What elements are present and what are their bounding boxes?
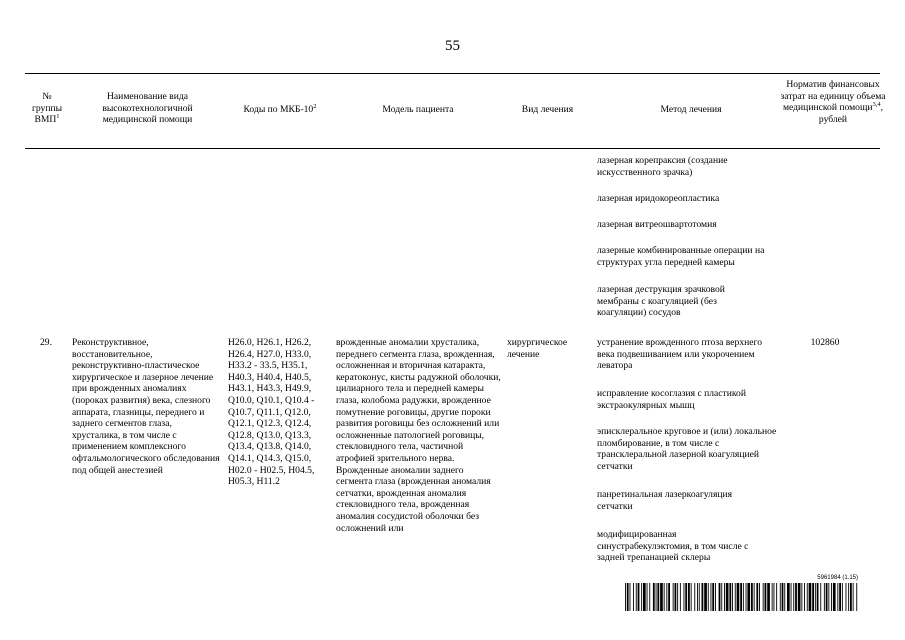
header-group-number: № группы ВМП$^1$	[31, 91, 63, 126]
header-care-type: Наименование вида высокотехнологичной медицинской помощи	[102, 91, 193, 126]
row-care-type-name: Реконструктивное, восстановительное, реконструктивно-пластическое хирургическое и лазерное лечение при врожденных аномалиях (пороках развития) века, слезного аппарата, глазницы, переднего и заднего сегментов глаза, хрусталика, в том числе с применением комплексного офтальмологического обследования под общей анестезией	[72, 337, 220, 476]
header-cost-norm: Норматив финансовых затрат на единицу объема медицинской помощи$^{3,4}$, рублей	[780, 79, 886, 125]
header-icd-codes: Коды по МКБ-$10^2$	[243, 102, 317, 115]
row-method: устранение врожденного птоза верхнего века подвешиванием или укорочением леватора	[597, 337, 762, 372]
continued-method: лазерная деструкция зрачковой мембраны с коагуляцией (без коагуляции) сосудов	[597, 284, 725, 319]
continued-method: лазерные комбинированные операции на структурах угла передней камеры	[597, 245, 765, 268]
continued-method: лазерная иридокореопластика	[597, 193, 720, 204]
header-patient-model: Модель пациента	[382, 104, 454, 115]
header-treatment-method: Метод лечения	[660, 104, 722, 115]
continued-method: лазерная корепраксия (создание искусственного зрачка)	[597, 155, 728, 178]
row-cost-norm: 102860	[810, 337, 840, 348]
row-method: панретинальная лазеркоагуляция сетчатки	[597, 489, 733, 512]
row-method: исправление косоглазия с пластикой экстраокулярных мышц	[597, 388, 746, 411]
row-method: модифицированная синустрабекулэктомия, в том числе с задней трепанацией склеры	[597, 529, 749, 564]
row-icd-codes: H26.0, H26.1, H26.2, H26.4, H27.0, H33.0, H33.2 - 33.5, H35.1, H40.3, H40.4, H40.5, H43.1, H43.3, H49.9, Q10.0, Q10.1, Q10.4 - Q10.7, Q11.1, Q12.0, Q12.1, Q12.3, Q12.4, Q12.8, Q13.0, Q13.3, Q13.4, Q13.8, Q14.0, Q14.1, Q14.3, Q15.0, H02.0 - H02.5, H04.5, H05.3, H11.2	[228, 337, 315, 488]
page-number: 55	[445, 38, 460, 54]
table-top-rule	[25, 73, 880, 74]
barcode-label: 5961984 (1.15)	[817, 575, 858, 581]
row-method: эписклеральное круговое и (или) локальное пломбирование, в том числе с трансклеральной лазерной коагуляцией сетчатки	[597, 426, 777, 472]
continued-method: лазерная витреошвартотомия	[597, 219, 717, 230]
row-number: 29.	[40, 337, 52, 348]
table-header-rule	[25, 148, 880, 149]
header-treatment-type: Вид лечения	[521, 104, 574, 115]
barcode-image	[625, 583, 858, 611]
row-treatment-type: хирургическое лечение	[507, 337, 568, 360]
row-patient-model: врожденные аномалии хрусталика, переднего сегмента глаза, врожденная, осложненная и вторичная катаракта, кератоконус, кисты радужной оболочки, цилиарного тела и передней камеры глаза, колобома радужки, врожденное помутнение роговицы, другие пороки развития роговицы без осложнений или осложненные патологией роговицы, стекловидного тела, частичной атрофией зрительного нерва. Врожденные аномалии заднего сегмента глаза (врожденная аномалия сетчатки, врожденная аномалия стекловидного тела, врожденная аномалия сосудистой оболочки без осложнений или	[336, 337, 501, 534]
